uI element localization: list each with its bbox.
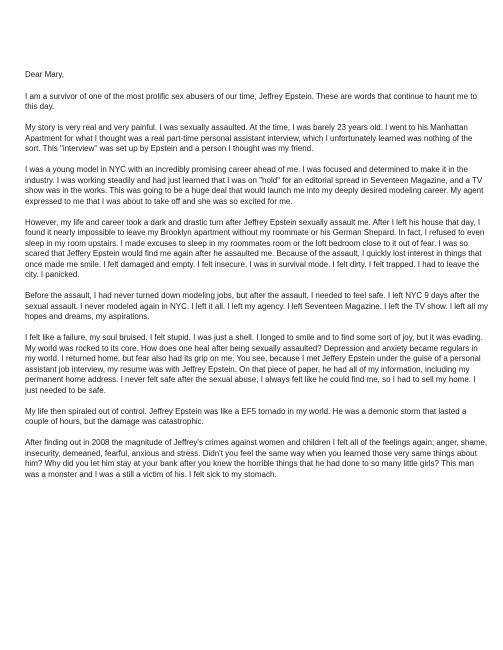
letter-paragraph: I am a survivor of one of the most prolific sex abusers of our time, Jeffrey Epstein. These are words that continue to haunt me to this day. bbox=[25, 91, 477, 111]
letter-greeting: Dear Mary, bbox=[25, 70, 64, 79]
letter-paragraph: Before the assault, I had never turned down modeling jobs, but after the assault, I needed to feel safe. I left NYC 9 days after the sexual assault. I never modeled again in NYC. I left it all. I left my agency. I left Seventeen Magazine. I left the TV show. I left all my hopes and dreams, my aspirations. bbox=[25, 291, 489, 321]
letter-paragraph: After finding out in 2008 the magnitude of Jeffrey's crimes against women and children I felt all of the feelings again; anger, shame, insecurity, demeaned, fearful, anxious and stress. Didn't you feel the same way when you learned those very same things about him? Why did you let him stay at your bank after you knew the horrible things that he had done to so many little girls? This man was a monster and I was a still a victim of his. I felt sick to my stomach. bbox=[25, 438, 488, 479]
letter-paragraph: However, my life and career took a dark and drastic turn after Jeffrey Epstein sexually assault me. After I left his house that day, I found it nearly impossible to leave my Brooklyn apartment without my roommate or his German Shepard. In fact, I refused to even sleep in my room upstairs. I made excuses to sleep in my roommates room or the loft bedroom close to it out of fear. I was so scared that Jeffery Epstein would find me again after he assaulted me. Because of the assault, I quickly lost interest in things that once made me smile. I felt damaged and empty. I felt insecure, I was in survival mode. I felt dirty. I felt trapped. I had to leave the city. I panicked. bbox=[25, 217, 485, 279]
letter-paragraph: My life then spiraled out of control. Jeffrey Epstein was like a EF5 tornado in my world. He was a demonic storm that lasted a couple of hours, but the damage was catastrophic. bbox=[25, 406, 467, 426]
letter-paragraph: My story is very real and very painful. I was sexually assaulted. At the time, I was barely 23 years old. I went to his Manhattan Apartment for what I thought was a real part-time personal assistant interview, which I unfortunately learned was nothing of the sort. This "interview" was set up by Epstein and a person I thought was my friend. bbox=[25, 123, 473, 153]
letter-paragraph: I was a young model in NYC with an incredibly promising career ahead of me. I was focused and determined to make it in the industry. I was working steadily and had just learned that I was on "hold" for an editorial spread in Seventeen Magazine, and a TV show was in the works. This was going to be a huge deal that would launch me into my deeply desired modeling career. My agent expressed to me that I was about to take off and she was so excited for me. bbox=[25, 165, 484, 206]
letter-paragraph: I felt like a failure, my soul bruised. I felt stupid. I was just a shell. I longed to smile and to find some sort of joy, but it was evading. My world was rocked to its core. How does one heal after being sexually assaulted? Depression and anxiety became regulars in my world. I returned home, but fear also had its grip on me. You see, because I met Jeffery Epstein under the guise of a personal assistant job interview, my resume was with Jeffrey Epstein. On that piece of paper, he had all of my information, including my permanent home address. I never felt safe after the sexual abuse, I always felt like he could find me, so I had to sell my home. I just needed to be safe. bbox=[25, 333, 483, 395]
